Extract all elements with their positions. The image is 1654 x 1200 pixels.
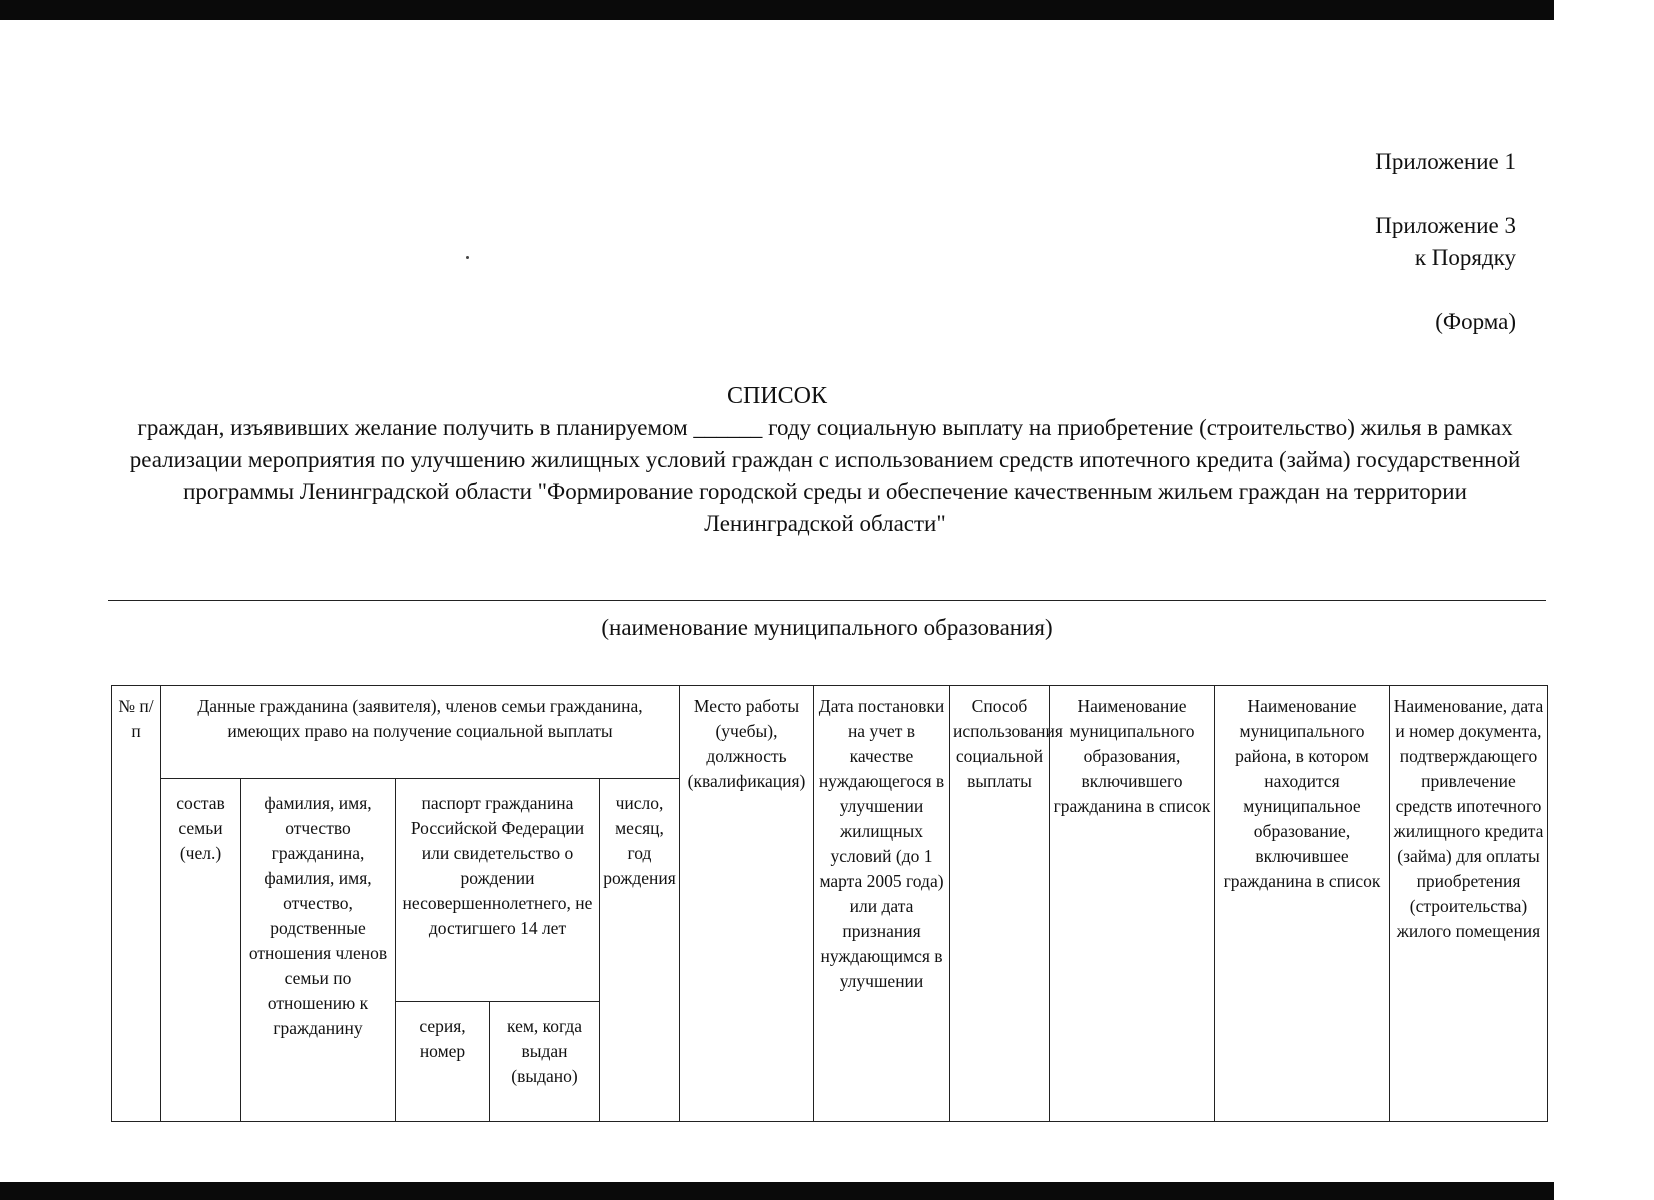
scan-border-top (0, 0, 1554, 20)
header-citizen-data: Данные гражданина (заявителя), членов семьи гражданина, имеющих право на получение социальной выплаты (161, 686, 680, 779)
annex-line-3: к Порядку (1414, 245, 1516, 270)
annex-line-1: Приложение 1 (1375, 149, 1516, 174)
header-issued-by: кем, когда выдан (выдано) (490, 1002, 600, 1122)
header-passport: паспорт гражданина Российской Федерации или свидетельство о рождении несовершеннолетнего, не достигшего 14 лет (396, 779, 600, 1002)
annex-line-2: Приложение 3 (1375, 213, 1516, 238)
header-municipality: Наименование муниципального образования, включившего гражданина в список (1050, 686, 1215, 1122)
header-registration-date: Дата постановки на учет в качестве нуждающегося в улучшении жилищных условий (до 1 марта 2005 года) или дата признания нуждающимся в улучшении (814, 686, 950, 1122)
municipality-caption: (наименование муниципального образования) (601, 615, 1053, 640)
scan-border-bottom (0, 1182, 1554, 1200)
header-birth-date: число, месяц, год рождения (600, 779, 680, 1122)
header-payment-method: Способ использования социальной выплаты (950, 686, 1050, 1122)
document-title: СПИСОК (726, 383, 828, 409)
header-number: № п/п (112, 686, 161, 1122)
document-subtitle: граждан, изъявивших желание получить в планируемом ______ году социальную выплату на приобретение (строительство) жилья в рамках реализации мероприятия по улучшению жилищных условий граждан с использованием средств ипотечного кредита (займа) государственной программы Ленинградской области "Формирование городской среды и обеспечение качественным жильем граждан на территории Ленинградской области" (129, 415, 1521, 536)
form-label: (Форма) (1435, 309, 1516, 334)
header-mortgage-document: Наименование, дата и номер документа, подтверждающего привлечение средств ипотечного жилищного кредита (займа) для оплаты приобретения (строительства) жилого помещения (1390, 686, 1548, 1122)
header-series-number: серия, номер (396, 1002, 490, 1122)
citizen-list-table (111, 685, 1548, 1122)
header-district: Наименование муниципального района, в котором находится муниципальное образование, включившее гражданина в список (1215, 686, 1390, 1122)
header-family-size: состав семьи (чел.) (161, 779, 241, 1122)
scan-speck (466, 256, 469, 259)
header-workplace: Место работы (учебы), должность (квалификация) (680, 686, 814, 1122)
header-full-name: фамилия, имя, отчество гражданина, фамилия, имя, отчество, родственные отношения членов семьи по отношению к гражданину (241, 779, 396, 1122)
municipality-underline (108, 600, 1546, 601)
